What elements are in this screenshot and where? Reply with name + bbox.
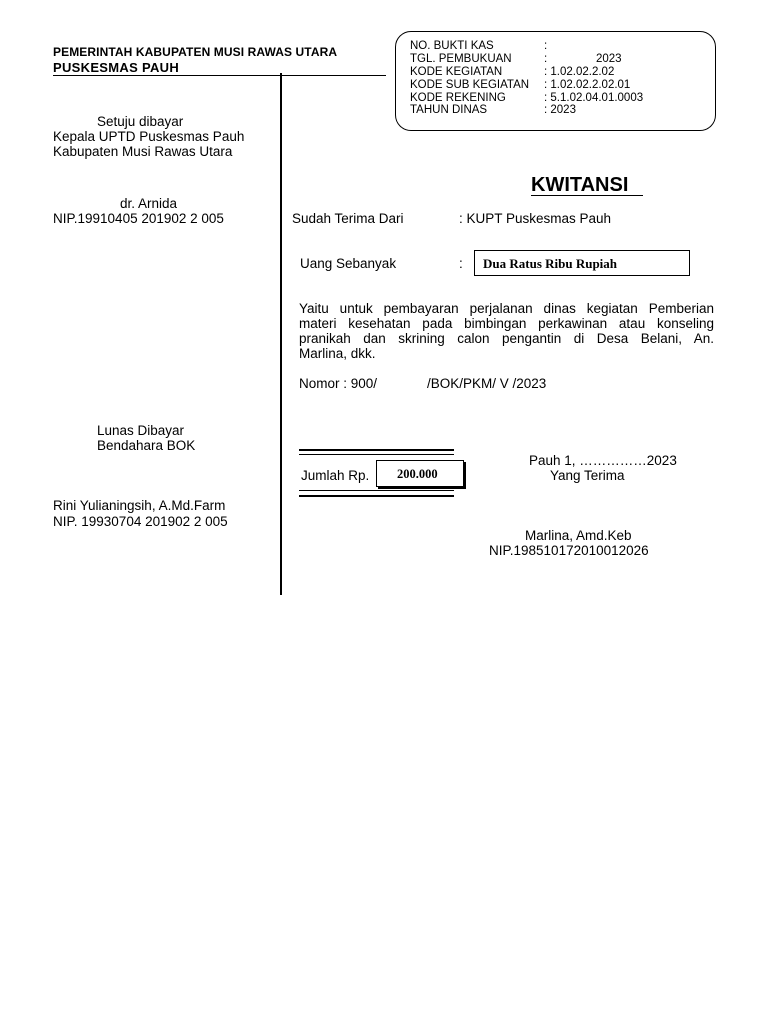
info-value: : xyxy=(544,40,548,52)
treasurer-name: Rini Yulianingsih, A.Md.Farm xyxy=(53,498,226,513)
info-label: TGL. PEMBUKUAN xyxy=(410,53,512,65)
amount-label: Uang Sebanyak xyxy=(300,256,397,271)
approval-line-3: Kabupaten Musi Rawas Utara xyxy=(53,144,233,159)
amount-colon: : xyxy=(459,256,463,271)
title-underline xyxy=(531,195,643,196)
info-label: KODE SUB KEGIATAN xyxy=(410,79,530,91)
approver-name: dr. Arnida xyxy=(120,196,178,211)
receipt-title: KWITANSI xyxy=(531,174,629,196)
purpose-line: pranikah dan skrining calon pengantin di Desa Belani, An. xyxy=(299,331,714,346)
purpose-line: Yaitu untuk pembayaran perjalanan dinas kegiatan Pemberian xyxy=(299,301,714,316)
purpose-line: materi kesehatan pada bimbingan perkawinan atau konseling xyxy=(299,316,714,331)
treasurer-nip: NIP. 19930704 201902 2 005 xyxy=(53,514,228,529)
info-value: : 1.02.02.2.02 xyxy=(544,66,615,78)
info-label: KODE REKENING xyxy=(410,92,506,104)
amount-words: Dua Ratus Ribu Rupiah xyxy=(483,256,618,271)
recipient-name: Marlina, Amd.Keb xyxy=(525,528,632,543)
info-label: TAHUN DINAS xyxy=(410,104,488,116)
treasurer-line-1: Lunas Dibayar xyxy=(97,423,185,438)
approval-line-1: Setuju dibayar xyxy=(97,114,184,129)
recipient-place-date: Pauh 1, ……………2023 xyxy=(529,453,677,468)
total-label: Jumlah Rp. xyxy=(301,468,370,483)
recipient-role: Yang Terima xyxy=(550,468,625,483)
purpose-line: Marlina, dkk. xyxy=(299,346,376,361)
unit-header: PUSKESMAS PAUH xyxy=(53,60,180,75)
info-value: : 2023 xyxy=(544,104,576,116)
info-label: NO. BUKTI KAS xyxy=(410,40,494,52)
received-from-value: : KUPT Puskesmas Pauh xyxy=(459,211,612,226)
recipient-nip: NIP.198510172010012026 xyxy=(489,543,649,558)
info-label: KODE KEGIATAN xyxy=(410,66,503,78)
receipt-number-label: Nomor : 900/ xyxy=(299,376,378,391)
document-info-box xyxy=(395,31,716,131)
total-amount-box xyxy=(376,460,464,487)
treasurer-line-2: Bendahara BOK xyxy=(97,438,196,453)
total-top-rule-thin xyxy=(299,454,454,455)
approver-nip: NIP.19910405 201902 2 005 xyxy=(53,211,224,226)
total-top-rule xyxy=(299,449,454,451)
info-value: : 1.02.02.2.02.01 xyxy=(544,79,631,91)
government-header: PEMERINTAH KABUPATEN MUSI RAWAS UTARA xyxy=(53,45,338,59)
receipt-number-suffix: /BOK/PKM/ V /2023 xyxy=(427,376,547,391)
vertical-divider xyxy=(280,73,282,595)
total-bottom-rule-thin xyxy=(299,490,454,491)
approval-line-2: Kepala UPTD Puskesmas Pauh xyxy=(53,129,245,144)
total-bottom-rule xyxy=(299,495,454,497)
info-value: : 5.1.02.04.01.0003 xyxy=(544,92,644,104)
received-from-label: Sudah Terima Dari xyxy=(292,211,404,226)
info-year: 2023 xyxy=(596,53,622,65)
header-underline xyxy=(53,75,386,76)
total-amount: 200.000 xyxy=(397,467,438,481)
info-value: : xyxy=(544,53,548,65)
amount-words-box xyxy=(474,250,690,276)
